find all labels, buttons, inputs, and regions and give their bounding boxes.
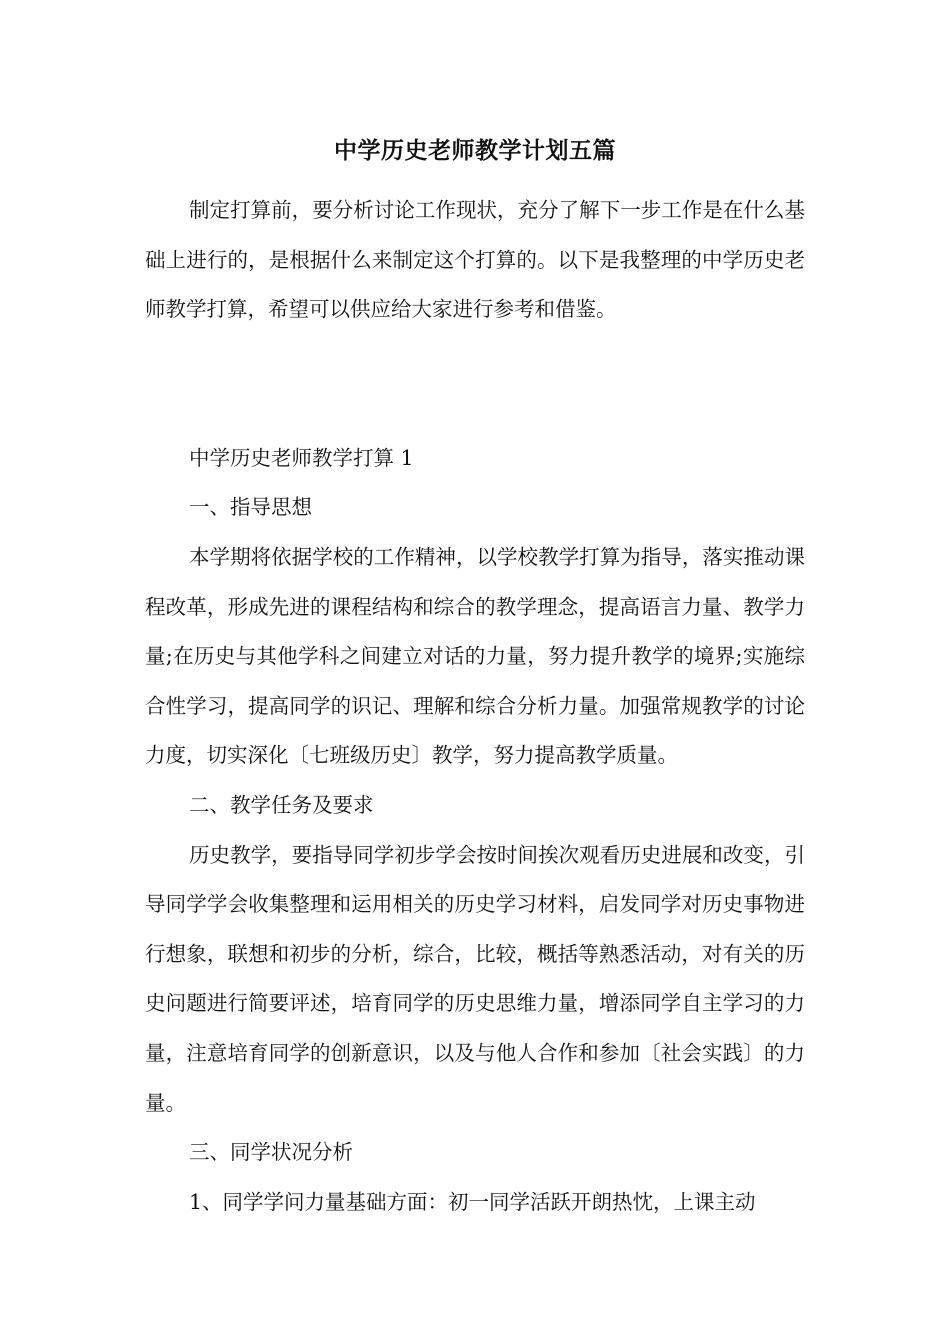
document-title: 中学历史老师教学计划五篇 [334,137,616,164]
intro-paragraph: 制定打算前，要分析讨论工作现状，充分了解下一步工作是在什么基础上进行的，是根据什么来制定这个打算的。以下是我整理的中学历史老师教学打算，希望可以供应给大家进行参考和借鉴。 [145,198,805,322]
heading-student-analysis: 三、同学状况分析 [189,1140,353,1165]
paragraph-guiding-thought: 本学期将依据学校的工作精神，以学校教学打算为指导，落实推动课程改革，形成先进的课程结构和综合的教学理念，提高语言力量、教学力量;在历史与其他学科之间建立对话的力量，努力提升教学的境界;实施综合性学习，提高同学的识记、理解和综合分析力量。加强常规教学的讨论力度，切实深化〔七班级历史〕教学，努力提高教学质量。 [145,544,805,768]
paragraph-student-analysis: 1、同学学问力量基础方面：初一同学活跃开朗热忱，上课主动 [189,1189,756,1214]
section-spacer [145,335,805,434]
heading-teaching-tasks: 二、教学任务及要求 [189,792,374,817]
document-body [145,186,805,1227]
section-title: 中学历史老师教学打算 1 [189,445,414,470]
paragraph-teaching-tasks: 历史教学，要指导同学初步学会按时间挨次观看历史进展和改变，引导同学学会收集整理和运用相关的历史学习材料，启发同学对历史事物进行想象，联想和初步的分析，综合，比较，概括等熟悉活动，对有关的历史问题进行简要评述，培育同学的历史思维力量，增添同学自主学习的力量，注意培育同学的创新意识，以及与他人合作和参加〔社会实践〕的力量。 [145,842,805,1115]
heading-guiding-thought: 一、指导思想 [189,495,312,520]
